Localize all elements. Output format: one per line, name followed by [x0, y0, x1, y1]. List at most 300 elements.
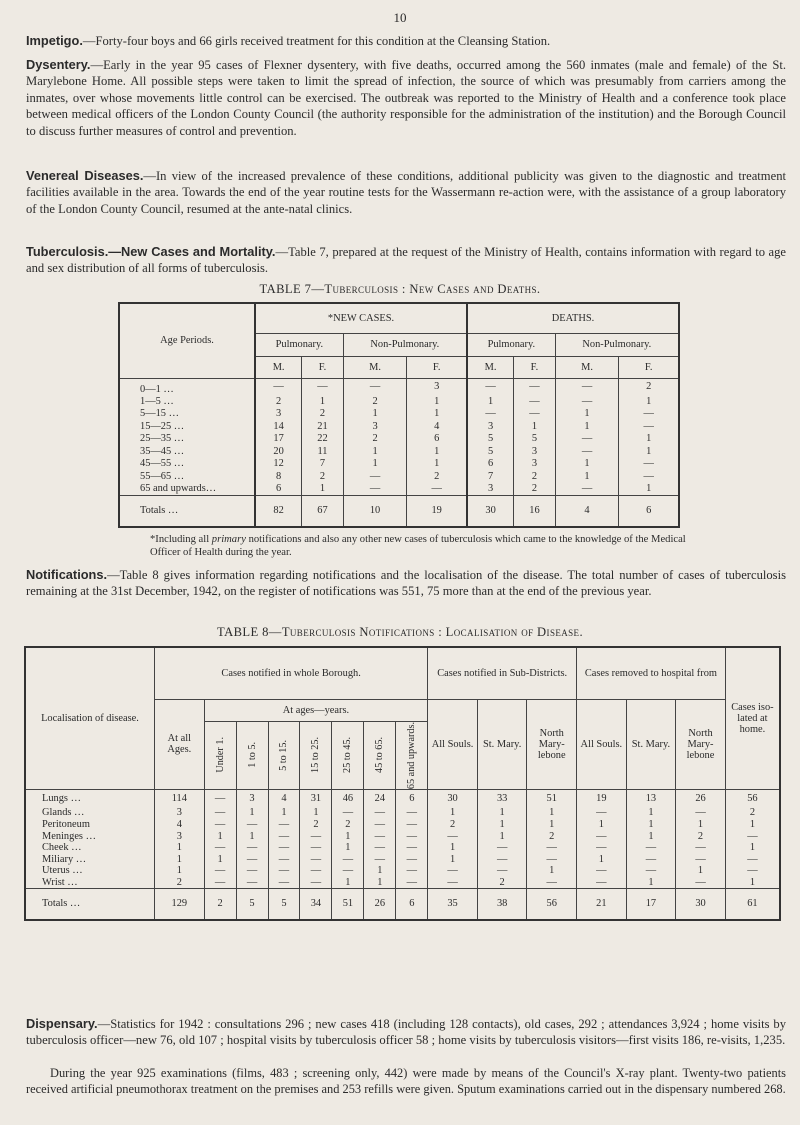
- t8-cell: —: [236, 853, 268, 865]
- t8-cell: 13: [626, 789, 676, 807]
- t7-cell: 1: [407, 445, 467, 458]
- t8-cell: —: [300, 830, 332, 842]
- t8-cell: —: [477, 853, 527, 865]
- t8-row-label: Wrist …: [42, 876, 78, 888]
- t7-row: [119, 420, 679, 433]
- t8-cell: 1: [626, 807, 676, 819]
- t8-total-cell: 5: [236, 888, 268, 920]
- t7-cell: 1: [514, 420, 555, 433]
- t8-cell: —: [527, 877, 577, 889]
- t8-total-cell: 61: [725, 888, 780, 920]
- t8-cell: 24: [364, 789, 396, 807]
- t7-cell: —: [343, 470, 407, 483]
- t8-all-souls-header: All Souls.: [428, 699, 478, 789]
- t8-cell: 1: [527, 807, 577, 819]
- t7-cell: 8: [255, 470, 302, 483]
- t7-cell: 1: [302, 395, 343, 408]
- t8-cell: —: [204, 789, 236, 807]
- t8-cell: —: [268, 842, 300, 854]
- t8-cell: —: [396, 819, 428, 831]
- t8-cell: —: [332, 865, 364, 877]
- t8-cell: 1: [204, 853, 236, 865]
- t8-cell: —: [300, 853, 332, 865]
- t7-cell: —: [514, 395, 555, 408]
- t7-cell: 22: [302, 433, 343, 446]
- t7-cell: 6: [467, 458, 514, 471]
- t7-cell: —: [619, 408, 679, 421]
- t7-row: [119, 408, 679, 421]
- t8-total-cell: 5: [268, 888, 300, 920]
- t8-total-cell: 56: [527, 888, 577, 920]
- t8-age-col-label: 25 to 45.: [342, 737, 354, 773]
- t8-row-label: Uterus …: [42, 865, 83, 877]
- t8-cell: 2: [477, 877, 527, 889]
- t7-cell: 5: [514, 433, 555, 446]
- t8-cell: —: [364, 830, 396, 842]
- t8-cell: 1: [300, 807, 332, 819]
- t8-sub-districts-header: Cases notified in Sub-Districts.: [428, 647, 577, 699]
- t7-cell: 2: [619, 378, 679, 395]
- t8-cell: —: [577, 865, 627, 877]
- table8: [24, 646, 781, 921]
- t7-cell: 1: [555, 458, 619, 471]
- t8-cell: 1: [725, 842, 780, 854]
- t7-cell: —: [467, 408, 514, 421]
- t8-cell: 26: [676, 789, 726, 807]
- t8-cell: —: [236, 877, 268, 889]
- t7-cell: —: [407, 483, 467, 496]
- t7-cell: 12: [255, 458, 302, 471]
- t8-cell: —: [204, 877, 236, 889]
- t8-cell: —: [268, 819, 300, 831]
- t7-cell: 6: [407, 433, 467, 446]
- t7-age-label: 5—15 …: [140, 408, 179, 420]
- t7-cell: 1: [467, 395, 514, 408]
- footnote-text-rest: notifications and also any other new cases of tuberculosis which came to the knowledge of the Medical Officer of Health during the year.: [150, 534, 686, 558]
- t8-total-cell: 17: [626, 888, 676, 920]
- tuberculosis-paragraph: [26, 244, 786, 277]
- t7-cell: 1: [302, 483, 343, 496]
- t8-cell: 31: [300, 789, 332, 807]
- t8-cell: —: [364, 842, 396, 854]
- t7-cell: 1: [619, 483, 679, 496]
- t7-total-cell: 10: [343, 495, 407, 527]
- t8-cell: —: [477, 842, 527, 854]
- t8-row: [25, 830, 780, 842]
- footnote-italic: primary: [211, 534, 246, 545]
- t7-cell: —: [343, 483, 407, 496]
- page-number: 10: [393, 10, 407, 25]
- t8-age-col-header: [364, 721, 396, 789]
- t8-total-cell: 2: [204, 888, 236, 920]
- t8-cell: 1: [477, 819, 527, 831]
- t8-removed-header: Cases removed to hospital from: [577, 647, 726, 699]
- table7-caption-title: Tuberculosis : New Cases and Deaths.: [324, 282, 541, 296]
- t8-cell: 1: [268, 807, 300, 819]
- t8-cell: —: [236, 865, 268, 877]
- impetigo-text: —Forty-four boys and 66 girls received treatment for this condition at the Cleansing Station.: [82, 34, 551, 48]
- t8-cell: 1: [527, 819, 577, 831]
- t7-age-label: 15—25 …: [140, 420, 185, 432]
- t8-row: [25, 842, 780, 854]
- dispensary-text: —Statistics for 1942 : consultations 296 ; new cases 418 (including 128 contacts), old cases, 292 ; attendances 3,924 ; home visits by tuberculosis officer—new 76, old 107 ; hospital visits by tuberculosis officer 58 ; home visits by tuberculosis visitors—first visits 186, re-visits, 1,235.: [26, 1017, 786, 1048]
- t8-cell: —: [428, 877, 478, 889]
- t8-cell: —: [626, 865, 676, 877]
- t7-cell: —: [343, 378, 407, 395]
- t8-row-label: Peritoneum: [42, 818, 90, 830]
- t8-age-col-header: [236, 721, 268, 789]
- t7-age-header: Age Periods.: [119, 303, 255, 378]
- t7-row: [119, 433, 679, 446]
- t8-cell: —: [236, 842, 268, 854]
- t8-cell: 1: [626, 877, 676, 889]
- t8-cell: —: [396, 842, 428, 854]
- t7-cell: —: [555, 378, 619, 395]
- t8-cell: —: [725, 830, 780, 842]
- t8-removed-st-mary-header: St. Mary.: [626, 699, 676, 789]
- t8-cell: —: [268, 830, 300, 842]
- t7-cell: 3: [255, 408, 302, 421]
- t8-total-cell: 26: [364, 888, 396, 920]
- t7-cell: 1: [619, 433, 679, 446]
- t8-cell: —: [364, 819, 396, 831]
- t8-cell: —: [204, 807, 236, 819]
- t7-cell: —: [555, 433, 619, 446]
- t8-cell: 2: [676, 830, 726, 842]
- t7-cell: 3: [407, 378, 467, 395]
- t8-removed-all-souls-header: All Souls.: [577, 699, 627, 789]
- t8-cell: 1: [155, 842, 205, 854]
- t8-cell: —: [676, 877, 726, 889]
- t8-cell: 1: [204, 830, 236, 842]
- t7-cell: 3: [514, 445, 555, 458]
- t7-totals-label: Totals …: [119, 495, 255, 527]
- t8-cell: 1: [428, 842, 478, 854]
- t8-total-cell: 21: [577, 888, 627, 920]
- t8-cell: 1: [332, 830, 364, 842]
- t8-cell: 114: [155, 789, 205, 807]
- t8-cell: —: [268, 853, 300, 865]
- t8-cell: —: [725, 865, 780, 877]
- t8-cell: 1: [236, 807, 268, 819]
- t8-cell: 1: [725, 877, 780, 889]
- t8-cell: 51: [527, 789, 577, 807]
- t7-age-label: 65 and upwards…: [140, 483, 217, 494]
- t8-cell: 2: [300, 819, 332, 831]
- t8-cell: 1: [626, 830, 676, 842]
- t7-cell: 14: [255, 420, 302, 433]
- t8-cell: —: [577, 807, 627, 819]
- t8-cell: —: [577, 877, 627, 889]
- t7-deaths-non-pulmonary: Non-Pulmonary.: [555, 333, 679, 356]
- t7-cell: 3: [343, 420, 407, 433]
- t8-cell: 1: [577, 853, 627, 865]
- t7-total-cell: 6: [619, 495, 679, 527]
- t7-deaths-header: DEATHS.: [467, 303, 679, 333]
- t8-total-cell: 51: [332, 888, 364, 920]
- tuberculosis-text: —Table 7, prepared at the request of the Ministry of Health, contains information with regard to age and sex distribution of all forms of tuberculosis.: [26, 245, 786, 276]
- t8-row-label: Meninges …: [42, 830, 96, 842]
- t7-row: [119, 445, 679, 458]
- t8-row: [25, 877, 780, 889]
- t8-cell: 4: [268, 789, 300, 807]
- t8-cell: 19: [577, 789, 627, 807]
- t8-cell: 1: [428, 807, 478, 819]
- t7-total-cell: 67: [302, 495, 343, 527]
- t8-cell: —: [364, 807, 396, 819]
- t8-age-col-label: 45 to 65.: [374, 737, 386, 773]
- venereal-text: —In view of the increased prevalence of these conditions, additional publicity was given to the diagnostic and treatment facilities available in the area. Towards the end of the year routine tests for the Wassermann re-action were, with the assistance of a group laboratory of the London County Council, resumed at the ante-natal clinics.: [26, 169, 786, 216]
- t8-cell: 6: [396, 789, 428, 807]
- tuberculosis-heading: Tuberculosis.—New Cases and Mortality.: [26, 244, 276, 259]
- t8-total-cell: 34: [300, 888, 332, 920]
- t8-cell: 1: [477, 830, 527, 842]
- t8-cell: —: [725, 853, 780, 865]
- t7-col-f: F.: [407, 356, 467, 378]
- t8-row: [25, 789, 780, 807]
- t8-cell: —: [204, 865, 236, 877]
- t7-new-cases-header: *NEW CASES.: [255, 303, 467, 333]
- t8-age-col-header: [396, 721, 428, 789]
- t8-north-marylebone-header: North Mary-lebone: [527, 699, 577, 789]
- t7-cell: 2: [343, 433, 407, 446]
- t8-cell: 1: [364, 877, 396, 889]
- t8-whole-borough-header: Cases notified in whole Borough.: [155, 647, 428, 699]
- t8-cell: —: [268, 877, 300, 889]
- t7-cell: —: [619, 420, 679, 433]
- t7-cell: 7: [467, 470, 514, 483]
- t8-row-label: Cheek …: [42, 842, 82, 854]
- t8-st-mary-header: St. Mary.: [477, 699, 527, 789]
- t8-cell: 4: [155, 819, 205, 831]
- t8-total-cell: 30: [676, 888, 726, 920]
- t7-cell: —: [302, 378, 343, 395]
- t8-cell: 2: [725, 807, 780, 819]
- t8-total-cell: 129: [155, 888, 205, 920]
- t7-col-f: F.: [514, 356, 555, 378]
- t7-cell: 7: [302, 458, 343, 471]
- t7-cell: 20: [255, 445, 302, 458]
- t8-cell: 1: [676, 819, 726, 831]
- t8-cell: 1: [477, 807, 527, 819]
- table7-caption: [0, 282, 800, 297]
- t7-total-cell: 19: [407, 495, 467, 527]
- t8-cell: —: [204, 819, 236, 831]
- t7-cell: 1: [407, 395, 467, 408]
- t8-cell: 1: [364, 865, 396, 877]
- t8-cell: —: [364, 853, 396, 865]
- t7-col-m: M.: [343, 356, 407, 378]
- table8-caption-title: Tuberculosis Notifications : Localisation of Disease.: [281, 625, 583, 639]
- t8-cell: —: [676, 842, 726, 854]
- t8-age-col-label: 15 to 25.: [310, 737, 322, 773]
- t8-cell: 1: [725, 819, 780, 831]
- t8-row: [25, 819, 780, 831]
- t7-cell: 2: [302, 408, 343, 421]
- t8-isolated-header: Cases iso-lated at home.: [725, 647, 780, 789]
- t7-cell: 1: [407, 408, 467, 421]
- t8-cell: —: [676, 807, 726, 819]
- t8-cell: 1: [577, 819, 627, 831]
- t7-col-m: M.: [467, 356, 514, 378]
- t8-localisation-header: Localisation of disease.: [25, 647, 155, 789]
- t7-deaths-pulmonary: Pulmonary.: [467, 333, 555, 356]
- t8-cell: —: [396, 877, 428, 889]
- t7-cell: 3: [467, 420, 514, 433]
- table7: [118, 302, 680, 528]
- t8-cell: —: [396, 865, 428, 877]
- t8-cell: —: [527, 842, 577, 854]
- t7-col-m: M.: [555, 356, 619, 378]
- t8-row: [25, 853, 780, 865]
- t7-new-non-pulmonary: Non-Pulmonary.: [343, 333, 467, 356]
- t7-row: [119, 395, 679, 408]
- table8-caption: [0, 625, 800, 640]
- t7-cell: —: [555, 445, 619, 458]
- t7-cell: 1: [343, 408, 407, 421]
- t7-cell: 6: [255, 483, 302, 496]
- t8-cell: 2: [332, 819, 364, 831]
- t7-cell: 1: [555, 470, 619, 483]
- notifications-heading: Notifications.: [26, 567, 108, 582]
- dispensary-paragraph: [26, 1016, 786, 1049]
- t7-cell: —: [514, 408, 555, 421]
- t8-cell: —: [204, 842, 236, 854]
- t7-cell: 1: [555, 420, 619, 433]
- t7-cell: 2: [255, 395, 302, 408]
- t7-cell: —: [255, 378, 302, 395]
- t8-row-label: Miliary …: [42, 853, 87, 865]
- t7-cell: 11: [302, 445, 343, 458]
- t7-cell: 1: [407, 458, 467, 471]
- t8-cell: —: [428, 830, 478, 842]
- t8-row: [25, 865, 780, 877]
- t8-cell: 1: [527, 865, 577, 877]
- t7-cell: 2: [514, 470, 555, 483]
- t7-cell: —: [619, 470, 679, 483]
- t8-cell: —: [300, 842, 332, 854]
- t8-cell: 2: [155, 877, 205, 889]
- t8-cell: —: [577, 842, 627, 854]
- dysentery-text: —Early in the year 95 cases of Flexner dysentery, with five deaths, occurred among the 560 inmates (male and female) of the St. Marylebone Home. All possible steps were taken to limit the spread of infection, the source of which was presumably from carriers among the inmates, over whose movements little control can be exercised. The outbreak was reported to the Ministry of Health and a conference took place between medical officers of the London County Council (the authority responsible for the administration of the institution) and the Borough Council to discuss further measures of control and prevention.: [26, 58, 786, 138]
- t7-col-f: F.: [619, 356, 679, 378]
- t8-cell: —: [428, 865, 478, 877]
- t8-cell: 1: [676, 865, 726, 877]
- t8-cell: 46: [332, 789, 364, 807]
- t8-cell: 2: [527, 830, 577, 842]
- t7-col-m: M.: [255, 356, 302, 378]
- t8-cell: 3: [236, 789, 268, 807]
- t8-row-label: Lungs …: [42, 792, 81, 804]
- t7-cell: 2: [343, 395, 407, 408]
- t7-age-label: 1—5 …: [140, 395, 174, 407]
- t7-total-cell: 4: [555, 495, 619, 527]
- t8-cell: 3: [155, 830, 205, 842]
- t7-cell: —: [555, 395, 619, 408]
- t8-age-col-header: [332, 721, 364, 789]
- t7-row: [119, 470, 679, 483]
- t8-age-col-header: [300, 721, 332, 789]
- t8-cell: 30: [428, 789, 478, 807]
- t7-row: [119, 378, 679, 395]
- t8-removed-north-marylebone-header: North Mary-lebone: [676, 699, 726, 789]
- t7-cell: 17: [255, 433, 302, 446]
- t8-cell: 56: [725, 789, 780, 807]
- t7-age-label: 0—1 …: [140, 383, 174, 395]
- t8-total-cell: 6: [396, 888, 428, 920]
- t7-cell: 1: [343, 445, 407, 458]
- t7-age-label: 45—55 …: [140, 458, 185, 470]
- t8-cell: 2: [428, 819, 478, 831]
- t8-cell: —: [396, 807, 428, 819]
- notifications-text: —Table 8 gives information regarding notifications and the localisation of the disease. The total number of cases of tuberculosis remaining at the 31st December, 1942, on the register of notifications was 551, 75 more than at the end of the previous year.: [26, 568, 786, 599]
- t8-all-ages-header: At all Ages.: [155, 699, 205, 789]
- t8-age-col-header: [204, 721, 236, 789]
- t7-cell: —: [514, 378, 555, 395]
- t7-row: [119, 483, 679, 496]
- t7-cell: 1: [619, 445, 679, 458]
- t8-row-label: Glands …: [42, 807, 85, 819]
- t8-totals-label: Totals …: [25, 888, 155, 920]
- t8-cell: 1: [332, 842, 364, 854]
- t8-cell: —: [577, 830, 627, 842]
- t8-cell: 1: [428, 853, 478, 865]
- t8-cell: —: [676, 853, 726, 865]
- t7-age-label: 25—35 …: [140, 433, 185, 445]
- t7-cell: —: [619, 458, 679, 471]
- table8-caption-prefix: TABLE 8—: [217, 625, 282, 639]
- t8-cell: 1: [332, 877, 364, 889]
- t8-age-col-label: 5 to 15.: [278, 739, 290, 771]
- t7-cell: —: [555, 483, 619, 496]
- t8-cell: —: [396, 830, 428, 842]
- impetigo-paragraph: [26, 33, 786, 49]
- t7-total-cell: 82: [255, 495, 302, 527]
- t7-row: [119, 458, 679, 471]
- t7-cell: 2: [514, 483, 555, 496]
- t7-age-label: 35—45 …: [140, 445, 185, 457]
- t7-cell: 21: [302, 420, 343, 433]
- t8-cell: 1: [236, 830, 268, 842]
- t8-total-cell: 35: [428, 888, 478, 920]
- venereal-heading: Venereal Diseases.: [26, 168, 144, 183]
- table7-footnote: [150, 533, 690, 559]
- t8-cell: —: [300, 877, 332, 889]
- t8-total-cell: 38: [477, 888, 527, 920]
- t7-cell: 3: [467, 483, 514, 496]
- t7-cell: 1: [343, 458, 407, 471]
- t7-age-label: 55—65 …: [140, 470, 185, 482]
- t7-col-f: F.: [302, 356, 343, 378]
- t8-cell: —: [332, 807, 364, 819]
- t8-age-col-label: 1 to 5.: [246, 742, 258, 768]
- t8-cell: —: [332, 853, 364, 865]
- t7-cell: 2: [407, 470, 467, 483]
- t8-cell: —: [236, 819, 268, 831]
- t7-cell: 1: [555, 408, 619, 421]
- t8-cell: —: [396, 853, 428, 865]
- t8-cell: —: [300, 865, 332, 877]
- t7-total-cell: 16: [514, 495, 555, 527]
- footnote-text: *Including all: [150, 534, 212, 545]
- t8-cell: 1: [155, 853, 205, 865]
- venereal-paragraph: [26, 168, 786, 217]
- t8-row: [25, 807, 780, 819]
- t7-new-pulmonary: Pulmonary.: [255, 333, 343, 356]
- t7-cell: 3: [514, 458, 555, 471]
- table7-caption-prefix: TABLE 7—: [259, 282, 325, 296]
- notifications-paragraph: [26, 567, 786, 600]
